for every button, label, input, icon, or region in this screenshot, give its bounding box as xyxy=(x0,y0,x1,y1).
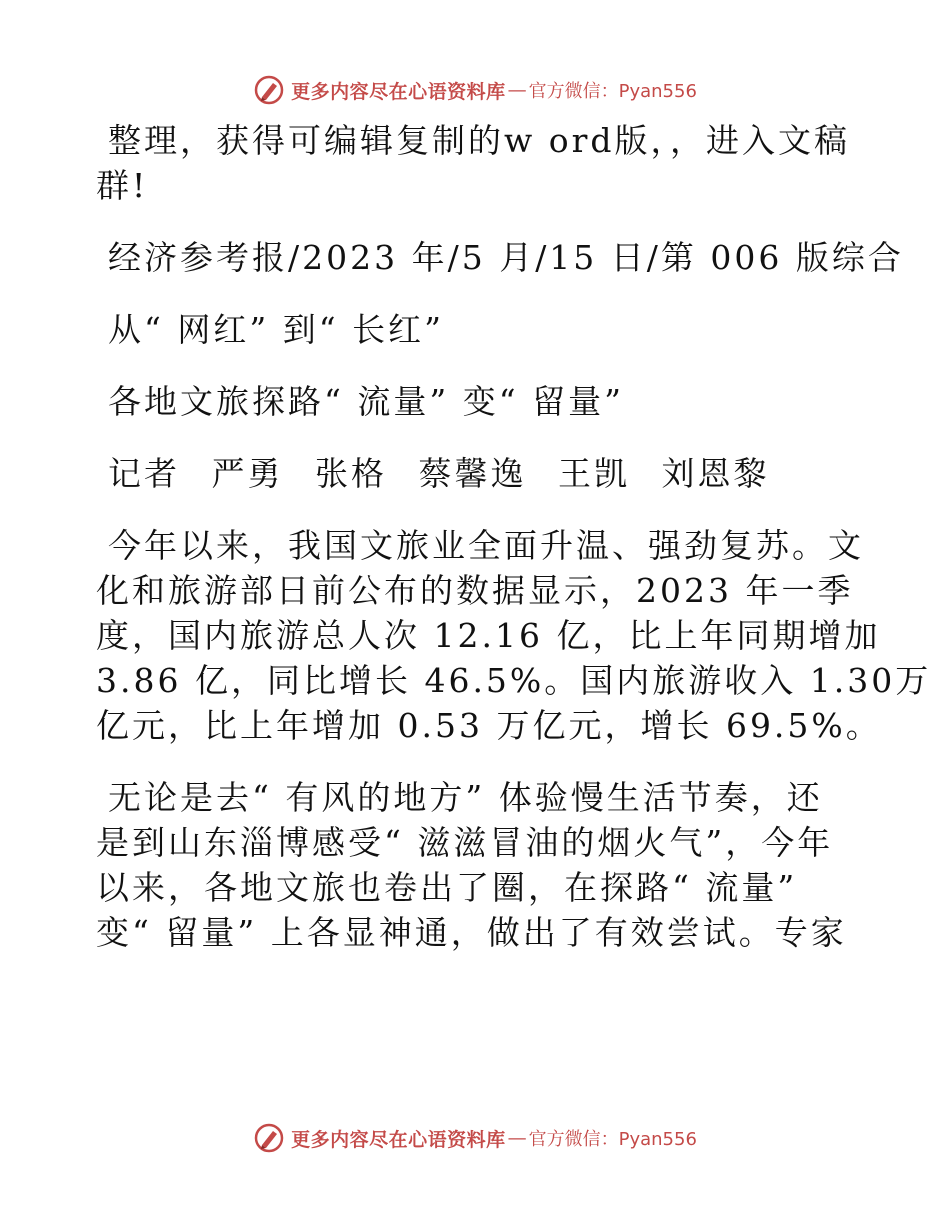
banner-wechat: 官方微信：Pyan556 xyxy=(528,1129,697,1150)
article-subtitle: 各地文旅探路“ 流量” 变“ 留量” xyxy=(108,382,624,421)
article-title: 从“ 网红” 到“ 长红” xyxy=(108,310,444,349)
document-body xyxy=(96,118,932,955)
paragraph-line: 亿元，比上年增加 0.53 万亿元，增长 69.5%。 xyxy=(96,706,882,745)
paragraph-line: 化和旅游部日前公布的数据显示，2023 年一季 xyxy=(96,571,854,610)
intro-line: 整理，获得可编辑复制的w ord版，，进入文稿 xyxy=(108,121,851,160)
reporters-line: 记者 严勇 张格 蔡馨逸 王凯 刘恩黎 xyxy=(108,454,770,493)
paragraph-line: 度，国内旅游总人次 12.16 亿，比上年同期增加 xyxy=(96,616,881,655)
banner-dash: — xyxy=(507,1127,527,1149)
paragraph-line: 以来，各地文旅也卷出了圈，在探路“ 流量” xyxy=(96,868,798,907)
banner-dash: — xyxy=(507,79,527,101)
paragraph-line: 无论是去“ 有风的地方” 体验慢生活节奏，还 xyxy=(108,778,823,817)
paragraph-line: 今年以来，我国文旅业全面升温、强劲复苏。文 xyxy=(108,526,864,565)
paragraph-line: 3.86 亿，同比增长 46.5%。国内旅游收入 1.30万 xyxy=(96,661,932,700)
banner-title: 更多内容尽在心语资料库 xyxy=(291,80,506,103)
pen-logo-icon xyxy=(253,74,285,106)
footer-banner xyxy=(0,1118,950,1158)
source-line: 经济参考报/2023 年/5 月/15 日/第 006 版综合 xyxy=(108,238,904,277)
banner-wechat: 官方微信：Pyan556 xyxy=(528,81,697,102)
pen-logo-icon xyxy=(253,1122,285,1154)
paragraph-line: 是到山东淄博感受“ 滋滋冒油的烟火气”，今年 xyxy=(96,823,834,862)
header-banner xyxy=(0,70,950,110)
banner-title: 更多内容尽在心语资料库 xyxy=(291,1128,506,1151)
paragraph-line: 变“ 留量” 上各显神通，做出了有效尝试。专家 xyxy=(96,913,847,952)
intro-line: 群! xyxy=(96,166,149,205)
